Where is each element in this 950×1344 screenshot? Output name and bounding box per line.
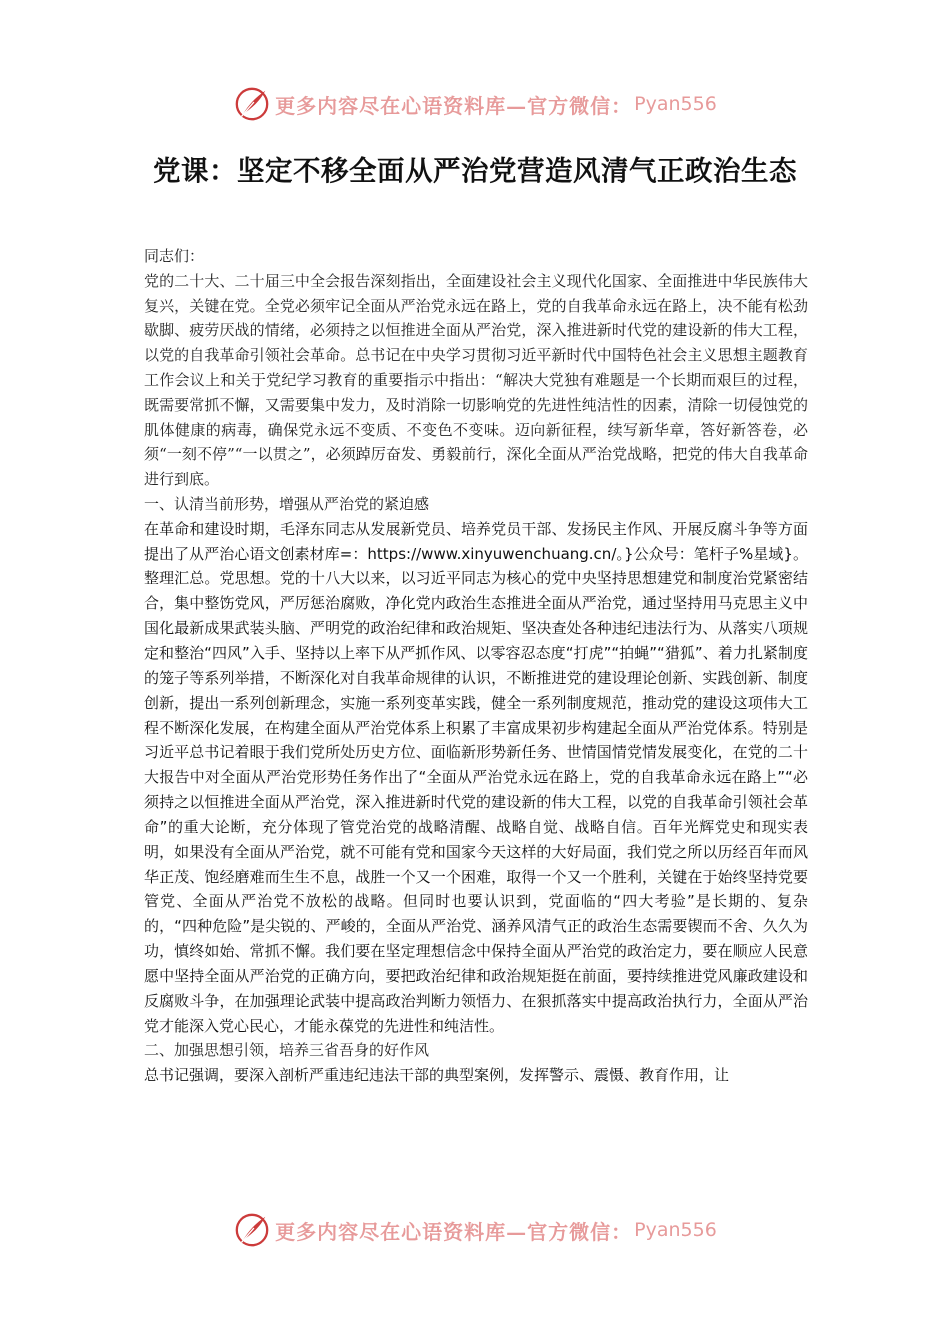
quill-logo-icon [233, 85, 271, 123]
footer-banner [0, 1206, 950, 1254]
document-body [144, 244, 808, 1088]
section1-paragraph: 在革命和建设时期，毛泽东同志从发展新党员、培养党员干部、发扬民主作风、开展反腐斗争等方面提出了从严治心语文创素材库=：https://www.xinyuwenchuang.cn/。}公众号：笔杆子%星域}。整理汇总。党思想。党的十八大以来，以习近平同志为核心的党中央坚持思想建党和制度治党紧密结合，集中整饬党风，严厉惩治腐败，净化党内政治生态推进全面从严治党，通过坚持用马克思主义中国化最新成果武装头脑、严明党的政治纪律和政治规矩、坚决查处各种违纪违法行为、从落实八项规定和整治“四风”入手、坚持以上率下从严抓作风、以零容忍态度“打虎”“拍蝇”“猎狐”、着力扎紧制度的笼子等系列举措，不断深化对自我革命规律的认识，不断推进党的建设理论创新、实践创新、制度创新，提出一系列创新理念，实施一系列变革实践，健全一系列制度规范，推动党的建设这项伟大工程不断深化发展，在构建全面从严治党体系上积累了丰富成果初步构建起全面从严治党体系。特别是习近平总书记着眼于我们党所处历史方位、面临新形势新任务、世情国情党情发展变化，在党的二十大报告中对全面从严治党形势任务作出了“全面从严治党永远在路上，党的自我革命永远在路上”“必须持之以恒推进全面从严治党，深入推进新时代党的建设新的伟大工程，以党的自我革命引领社会革命”的重大论断，充分体现了管党治党的战略清醒、战略自觉、战略自信。百年光辉党史和现实表明，如果没有全面从严治党，就不可能有党和国家今天这样的大好局面，我们党之所以历经百年而风华正茂、饱经磨难而生生不息，战胜一个又一个困难，取得一个又一个胜利，关键在于始终坚持党要管党、全面从严治党不放松的战略。但同时也要认识到，党面临的“四大考验”是长期的、复杂的，“四种危险”是尖锐的、严峻的，全面从严治党、涵养风清气正的政治生态需要锲而不舍、久久为功，慎终如始、常抓不懈。我们要在坚定理想信念中保持全面从严治党的政治定力，要在顺应人民意愿中坚持全面从严治党的正确方向，要把政治纪律和政治规矩挺在前面，要持续推进党风廉政建设和反腐败斗争，在加强理论武装中提高政治判断力领悟力、在狠抓落实中提高政治执行力，全面从严治党才能深入党心民心，才能永葆党的先进性和纯洁性。 [144, 519, 808, 1035]
document-title: 党课：坚定不移全面从严治党营造风清气正政治生态 [153, 155, 797, 187]
section2-paragraph: 总书记强调，要深入剖析严重违纪违法干部的典型案例，发挥警示、震慑、教育作用，让 [144, 1066, 730, 1085]
header-banner [0, 80, 950, 128]
banner-text: 更多内容尽在心语资料库—官方微信： [275, 93, 633, 118]
intro-paragraph: 党的二十大、二十届三中全会报告深刻指出，全面建设社会主义现代化国家、全面推进中华民族伟大复兴，关键在党。全党必须牢记全面从严治党永远在路上，党的自我革命永远在路上，决不能有松劲歇脚、疲劳厌战的情绪，必须持之以恒推进全面从严治党，深入推进新时代党的建设新的伟大工程，以党的自我革命引领社会革命。总书记在中央学习贯彻习近平新时代中国特色社会主义思想主题教育工作会议上和关于党纪学习教育的重要指示中指出：“解决大党独有难题是一个长期而艰巨的过程，既需要常抓不懈，又需要集中发力，及时消除一切影响党的先进性纯洁性的因素，清除一切侵蚀党的肌体健康的病毒，确保党永远不变质、不变色不变味。迈向新征程，续写新华章，答好新答卷，必须“一刻不停”“一以贯之”，必须踔厉奋发、勇毅前行，深化全面从严治党战略，把党的伟大自我革命进行到底。 [144, 271, 808, 489]
quill-logo-icon [233, 1211, 271, 1249]
banner-wechat-id: Pyan556 [634, 93, 717, 115]
section1-heading: 一、认清当前形势，增强从严治党的紧迫感 [144, 494, 430, 513]
banner-wechat-id: Pyan556 [634, 1219, 717, 1241]
greeting: 同志们： [144, 247, 205, 265]
banner-text: 更多内容尽在心语资料库—官方微信： [275, 1219, 633, 1244]
section2-heading: 二、加强思想引领，培养三省吾身的好作风 [144, 1041, 430, 1060]
